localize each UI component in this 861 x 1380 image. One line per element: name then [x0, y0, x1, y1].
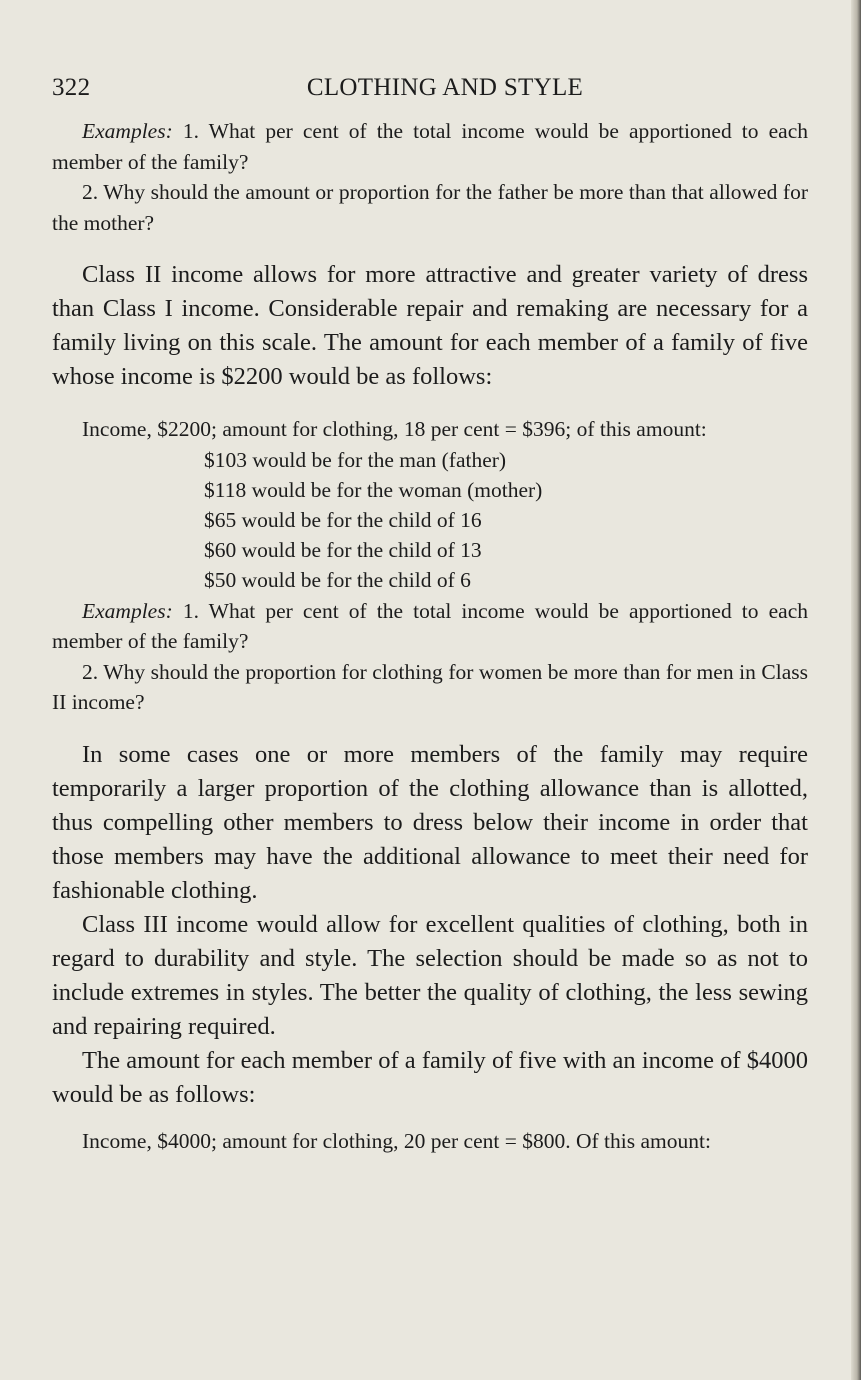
page-number: 322 — [52, 74, 91, 101]
allocation-item: $65 would be for the child of 16 — [204, 507, 482, 532]
paragraph-some-cases: In some cases one or more members of the family may require temporarily a larger proportion of the clothing allowance than is allotted, thus compelling other members to dress below their income in order that those members may have the additional allowance to meet their need for fashionable clothing. — [52, 740, 808, 904]
paragraph-class-ii: Class II income allows for more attractive and greater variety of dress than Class I income. Considerable repair and remaking are necessary for a family living on this scale. The amount for each member of a family of five whose income is $2200 would be as follows: — [52, 261, 808, 390]
examples-1-question-2: 2. Why should the amount or proportion for the father be more than that allowed for the mother? — [52, 180, 808, 235]
examples-2-question-2: 2. Why should the proportion for clothing for women be more than for men in Class II income? — [52, 659, 808, 715]
allocation-item: $50 would be for the child of 6 — [204, 568, 471, 593]
examples-2-question-1: Examples: 1. What per cent of the total income would be apportioned to each member of the family? — [52, 598, 808, 654]
paragraph-amount-4000: The amount for each member of a family of five with an income of $4000 would be as follows: — [52, 1046, 808, 1108]
allocation-item: $103 would be for the man (father) — [204, 447, 507, 472]
allocation-item: $60 would be for the child of 13 — [204, 538, 482, 563]
examples-1-question-1: Examples: 1. What per cent of the total income would be apportioned to each member of the family? — [52, 119, 808, 174]
income-2200-line: Income, $2200; amount for clothing, 18 per cent = $396; of this amount: — [82, 417, 707, 441]
income-4000-line: Income, $4000; amount for clothing, 20 per cent = $800. Of this amount: — [82, 1128, 711, 1153]
allocation-list-2200 — [52, 445, 808, 596]
examples-label: Examples: — [82, 119, 173, 143]
paragraph-class-iii: Class III income would allow for excellent qualities of clothing, both in regard to durability and style. The selection should be made so as not to include extremes in styles. The better the quality of clothing, the less sewing and repairing required. — [52, 910, 808, 1040]
allocation-item: $118 would be for the woman (mother) — [204, 477, 543, 502]
examples-label: Examples: — [82, 598, 173, 623]
running-head — [52, 68, 808, 108]
book-page — [52, 68, 808, 1156]
page-edge-shadow — [851, 0, 861, 1380]
running-title: CLOTHING AND STYLE — [306, 74, 584, 101]
